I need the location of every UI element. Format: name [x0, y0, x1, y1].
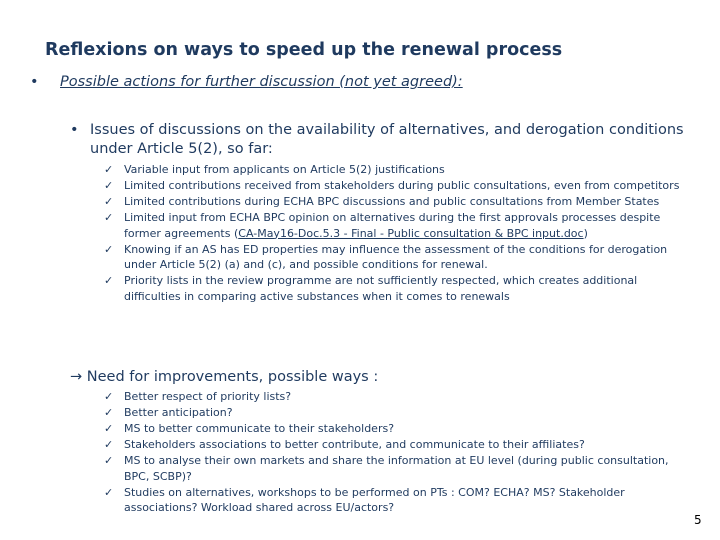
issue-text: Limited contributions during ECHA BPC discussions and public consultations from Member States — [124, 195, 660, 208]
level2-text: Issues of discussions on the availability of alternatives, and derogation conditions under Article 5(2), so far: — [90, 122, 684, 157]
list-item — [104, 178, 694, 194]
way-text: Stakeholders associations to better contribute, and communicate to their affiliates? — [124, 438, 585, 451]
slide-title: Reflexions on ways to speed up the renewal process — [45, 40, 563, 60]
list-item — [104, 389, 694, 405]
issue-text: Variable input from applicants on Article 5(2) justifications — [124, 163, 445, 176]
bullet-dot: • — [30, 74, 39, 90]
issue-text: Priority lists in the review programme are not sufficiently respected, which creates additional difficulties in comparing active substances when it comes to renewals — [124, 274, 638, 303]
way-text: Studies on alternatives, workshops to be performed on PTs : COM? ECHA? MS? Stakeholder associations? Workload shared across EU/actors? — [124, 485, 625, 514]
need-text: Need for improvements, possible ways : — [86, 369, 379, 385]
need-heading — [70, 369, 378, 385]
issue-text: Knowing if an AS has ED properties may influence the assessment of the conditions for derogation under Article 5(2) (a) and (c), and possible conditions for renewal. — [124, 242, 668, 271]
checkmark-icon: ✓ — [104, 195, 114, 208]
arrow-right-icon: → — [70, 369, 83, 385]
list-item — [104, 437, 694, 453]
list-item — [104, 242, 694, 273]
issue-text-after-link: ) — [583, 226, 588, 240]
page-number: 5 — [694, 513, 702, 527]
list-item — [104, 453, 694, 484]
checkmark-icon: ✓ — [104, 485, 114, 499]
checkmark-icon: ✓ — [104, 211, 114, 224]
way-text: Better respect of priority lists? — [124, 390, 292, 403]
checkmark-icon: ✓ — [104, 406, 114, 419]
list-item — [104, 421, 694, 437]
checkmark-icon: ✓ — [104, 274, 114, 287]
way-text: MS to better communicate to their stakeholders? — [124, 422, 395, 435]
issues-checklist — [104, 162, 694, 305]
checkmark-icon: ✓ — [104, 454, 114, 467]
checkmark-icon: ✓ — [104, 390, 114, 403]
list-item — [104, 405, 694, 421]
ways-checklist — [104, 389, 694, 516]
checkmark-icon: ✓ — [104, 422, 114, 435]
way-text: Better anticipation? — [124, 406, 233, 419]
checkmark-icon: ✓ — [104, 179, 114, 192]
issue-text: Limited contributions received from stakeholders during public consultations, even from competitors — [124, 179, 680, 192]
checkmark-icon: ✓ — [104, 438, 114, 451]
list-item — [104, 162, 694, 178]
issue-text-before-link: Limited input from ECHA BPC opinion on alternatives during the first approvals processes despite former agreements ( — [124, 211, 661, 240]
bullet-dot: • — [70, 122, 79, 138]
checkmark-icon: ✓ — [104, 163, 114, 176]
list-item — [104, 194, 694, 210]
way-text: MS to analyse their own markets and share the information at EU level (during public consultation, BPC, SCBP)? — [124, 454, 669, 483]
document-link[interactable]: CA-May16-Doc.5.3 - Final - Public consultation & BPC input.doc — [238, 226, 584, 240]
list-item — [104, 210, 694, 241]
list-item — [104, 273, 694, 304]
level1-text: Possible actions for further discussion (not yet agreed): — [60, 74, 463, 90]
checkmark-icon: ✓ — [104, 242, 114, 256]
list-item — [104, 485, 694, 516]
